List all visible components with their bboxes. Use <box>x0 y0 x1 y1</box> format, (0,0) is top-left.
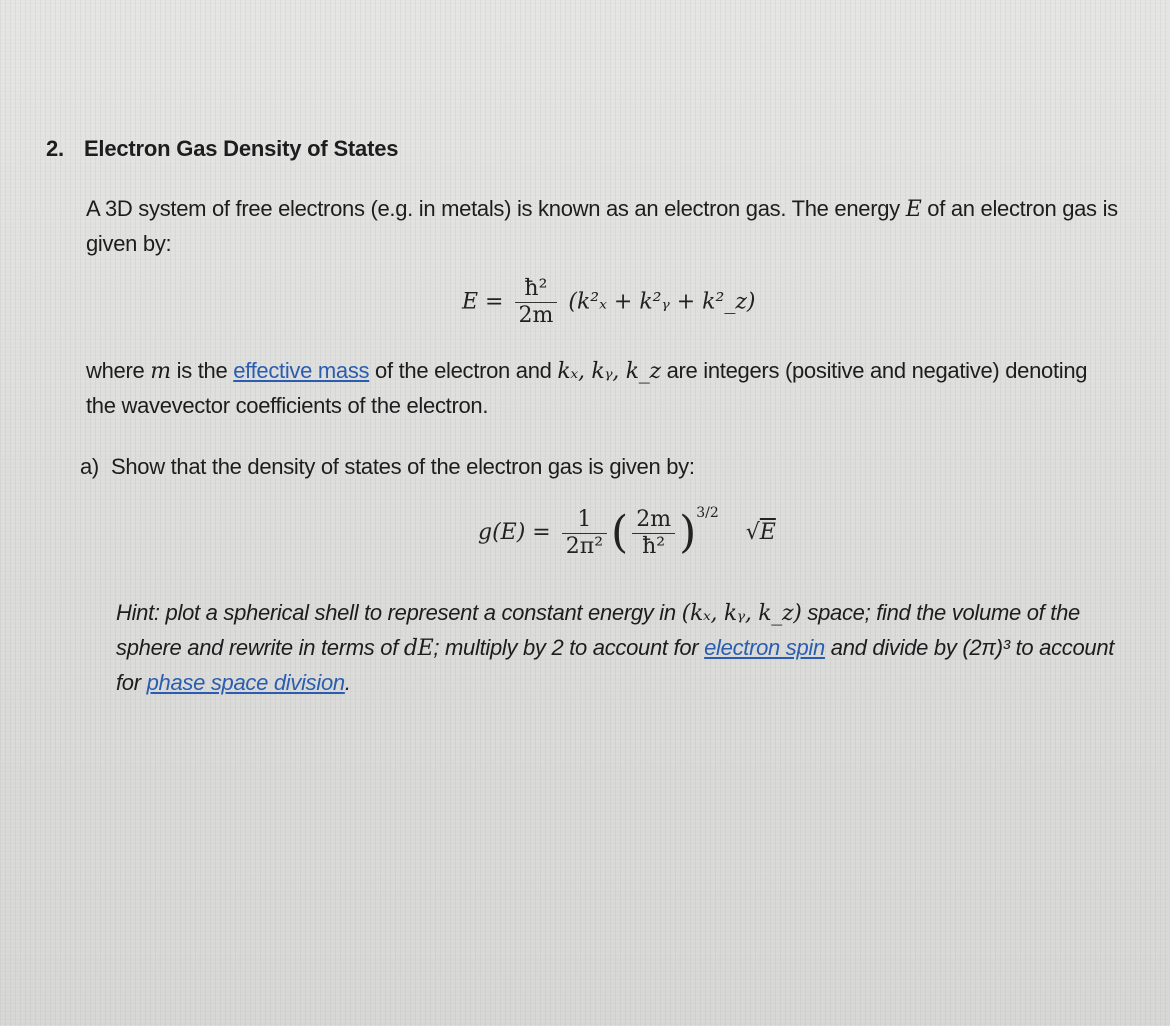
part-a-text: Show that the density of states of the electron gas is given by: <box>110 454 695 479</box>
problem-heading <box>46 136 398 162</box>
eq1-fraction <box>515 276 558 329</box>
eq2-numerator: 1 <box>562 507 607 534</box>
dE-variable: dE <box>403 636 434 661</box>
eq1-denominator: 2m <box>518 303 554 328</box>
hint-paragraph <box>116 596 1116 700</box>
eq2-inner-numerator: 2m <box>632 507 675 534</box>
density-of-states-equation <box>478 505 776 560</box>
energy-equation <box>462 276 756 329</box>
two-pi-cubed: (2π)³ <box>962 635 1010 660</box>
effective-mass-link[interactable]: effective mass <box>233 358 370 383</box>
sqrt-symbol: √ <box>745 520 760 545</box>
where-text-2: is the <box>170 358 234 383</box>
problem-title: Electron Gas Density of States <box>83 136 399 161</box>
hint-text: Hint: plot a spherical shell to represent a constant energy in <box>116 600 682 625</box>
part-a-label: a) <box>80 454 99 479</box>
eq2-inner-fraction <box>632 507 675 560</box>
eq1-lhs: E = <box>462 289 504 315</box>
hint-text-end: . <box>344 670 351 695</box>
intro-text: A 3D system of free electrons (e.g. in metals) is known as an electron gas. The energy <box>86 196 906 221</box>
energy-variable: E <box>905 197 922 222</box>
eq2-fraction <box>562 507 607 560</box>
hint-text-2: space; find the volume of the sphere and rewrite in terms of <box>116 600 1080 660</box>
sqrt-argument: E <box>759 520 776 545</box>
electron-spin-link[interactable]: electron spin <box>704 635 825 660</box>
eq1-rhs: (k²ₓ + k²ᵧ + k²_z) <box>568 289 756 315</box>
eq1-numerator: ħ² <box>515 276 558 303</box>
intro-paragraph <box>86 192 1121 261</box>
eq2-lhs: g(E) = <box>478 520 551 545</box>
eq2-inner-denominator: ħ² <box>642 533 666 559</box>
eq2-sqrt <box>746 520 776 545</box>
eq2-denominator: 2π² <box>565 533 604 559</box>
right-paren: ) <box>679 507 697 558</box>
wavevector-variables: kₓ, kᵧ, k_z <box>557 359 661 384</box>
part-a-question <box>80 450 695 484</box>
where-text: where <box>86 358 151 383</box>
k-space-variables: (kₓ, kᵧ, k_z) <box>681 601 802 626</box>
mass-variable: m <box>150 359 171 384</box>
intro-text-end: of an electron gas is given by: <box>86 196 1118 256</box>
phase-space-division-link[interactable]: phase space division <box>146 670 345 695</box>
where-text-3: of the electron and <box>369 358 558 383</box>
eq2-exponent: 3/2 <box>696 505 719 521</box>
hint-text-4: and divide by <box>824 635 963 660</box>
where-paragraph <box>86 354 1121 423</box>
hint-text-3: ; multiply by 2 to account for <box>433 635 705 660</box>
left-paren: ( <box>611 507 629 558</box>
problem-number: 2. <box>46 136 64 161</box>
where-text-4: are integers (positive and negative) denoting the wavevector coefficients of the electron. <box>86 358 1088 418</box>
hint-text-5: to account for <box>116 635 1115 695</box>
